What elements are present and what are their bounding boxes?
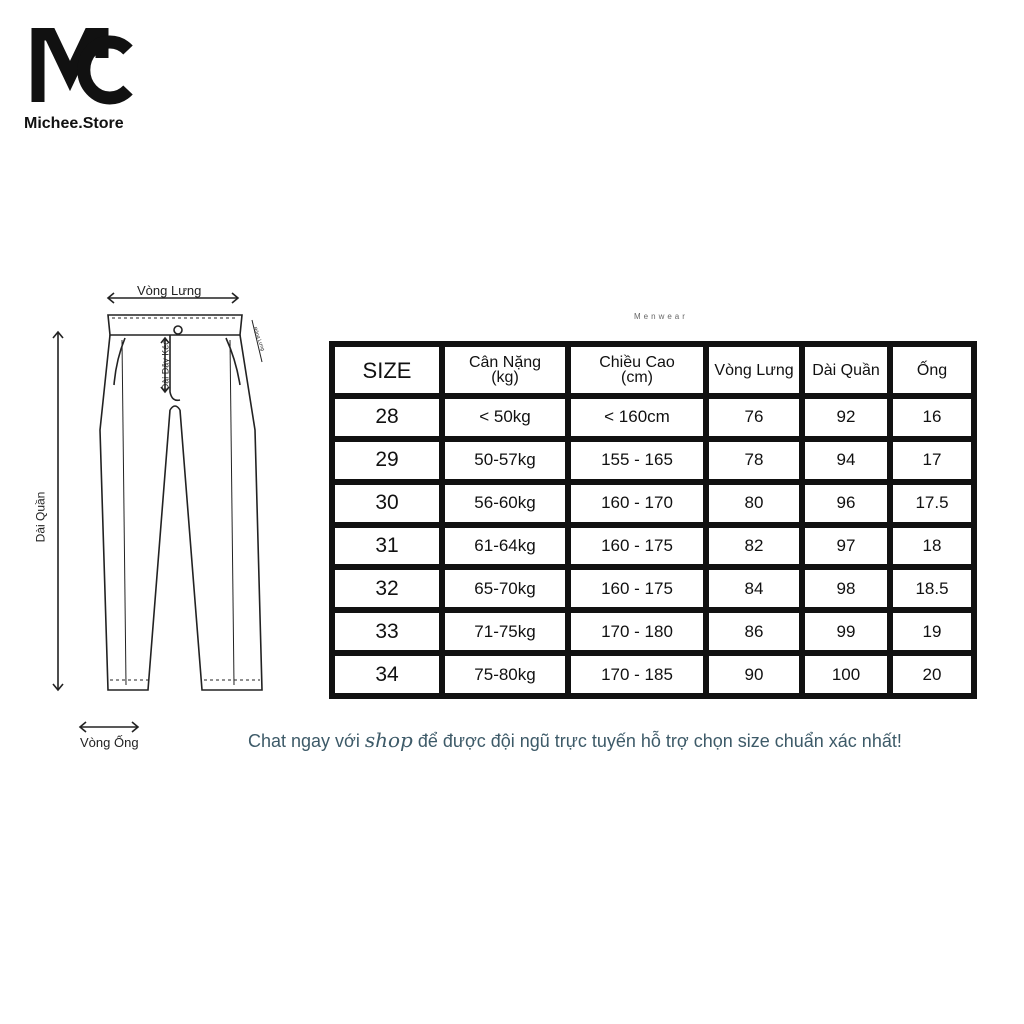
cell-leg: 18	[890, 525, 974, 568]
header-leg: Ống	[890, 344, 974, 396]
cell-leg: 16	[890, 396, 974, 439]
length-label: Dài Quần	[33, 491, 48, 543]
chat-cta-text: Chat ngay với shop để được đội ngũ trực tuyến hỗ trợ chọn size chuẩn xác nhất!	[248, 728, 902, 752]
cell-height: 155 - 165	[568, 439, 706, 482]
cell-length: 92	[802, 396, 890, 439]
cell-waist: 90	[706, 653, 802, 696]
cell-weight: 61-64kg	[442, 525, 568, 568]
waist-label: Vòng Lưng	[137, 283, 202, 298]
cell-waist: 86	[706, 610, 802, 653]
shop-word: shop	[364, 728, 413, 752]
brand-name: Michee.Store	[24, 115, 124, 132]
cell-size: 30	[332, 482, 442, 525]
header-height: Chiều Cao (cm)	[568, 344, 706, 396]
leg-opening-label: Vòng Ống	[80, 735, 139, 750]
cell-length: 97	[802, 525, 890, 568]
table-row	[332, 439, 974, 482]
cell-weight: < 50kg	[442, 396, 568, 439]
table-row	[332, 567, 974, 610]
cell-height: 160 - 170	[568, 482, 706, 525]
cell-waist: 76	[706, 396, 802, 439]
cell-height: 170 - 185	[568, 653, 706, 696]
header-waist: Vòng Lưng	[706, 344, 802, 396]
table-row	[332, 525, 974, 568]
cell-leg: 17.5	[890, 482, 974, 525]
cell-length: 98	[802, 567, 890, 610]
brand-logo	[28, 28, 148, 108]
cell-size: 33	[332, 610, 442, 653]
cell-waist: 80	[706, 482, 802, 525]
cell-height: 170 - 180	[568, 610, 706, 653]
cell-weight: 71-75kg	[442, 610, 568, 653]
cell-leg: 18.5	[890, 567, 974, 610]
cell-weight: 56-60kg	[442, 482, 568, 525]
table-row	[332, 396, 974, 439]
header-weight: Cân Nặng (kg)	[442, 344, 568, 396]
cell-leg: 17	[890, 439, 974, 482]
belt-width-label: Rộng Lưng	[251, 326, 266, 352]
cell-height: 160 - 175	[568, 567, 706, 610]
cell-waist: 84	[706, 567, 802, 610]
cell-size: 28	[332, 396, 442, 439]
cell-length: 99	[802, 610, 890, 653]
cell-leg: 19	[890, 610, 974, 653]
table-header-row	[332, 344, 974, 396]
cell-length: 94	[802, 439, 890, 482]
cell-size: 34	[332, 653, 442, 696]
header-length: Dài Quần	[802, 344, 890, 396]
header-size: SIZE	[332, 344, 442, 396]
zipper-label: Dài Dây Kéo	[160, 339, 171, 391]
cell-waist: 78	[706, 439, 802, 482]
cell-length: 100	[802, 653, 890, 696]
cell-height: < 160cm	[568, 396, 706, 439]
cell-leg: 20	[890, 653, 974, 696]
table-row	[332, 482, 974, 525]
cell-waist: 82	[706, 525, 802, 568]
cell-weight: 50-57kg	[442, 439, 568, 482]
size-chart-table	[329, 341, 977, 699]
table-row	[332, 653, 974, 696]
table-row	[332, 610, 974, 653]
cell-size: 32	[332, 567, 442, 610]
cell-weight: 65-70kg	[442, 567, 568, 610]
cell-height: 160 - 175	[568, 525, 706, 568]
cell-size: 29	[332, 439, 442, 482]
cell-length: 96	[802, 482, 890, 525]
table-watermark: Menwear	[634, 312, 688, 321]
cell-size: 31	[332, 525, 442, 568]
cell-weight: 75-80kg	[442, 653, 568, 696]
